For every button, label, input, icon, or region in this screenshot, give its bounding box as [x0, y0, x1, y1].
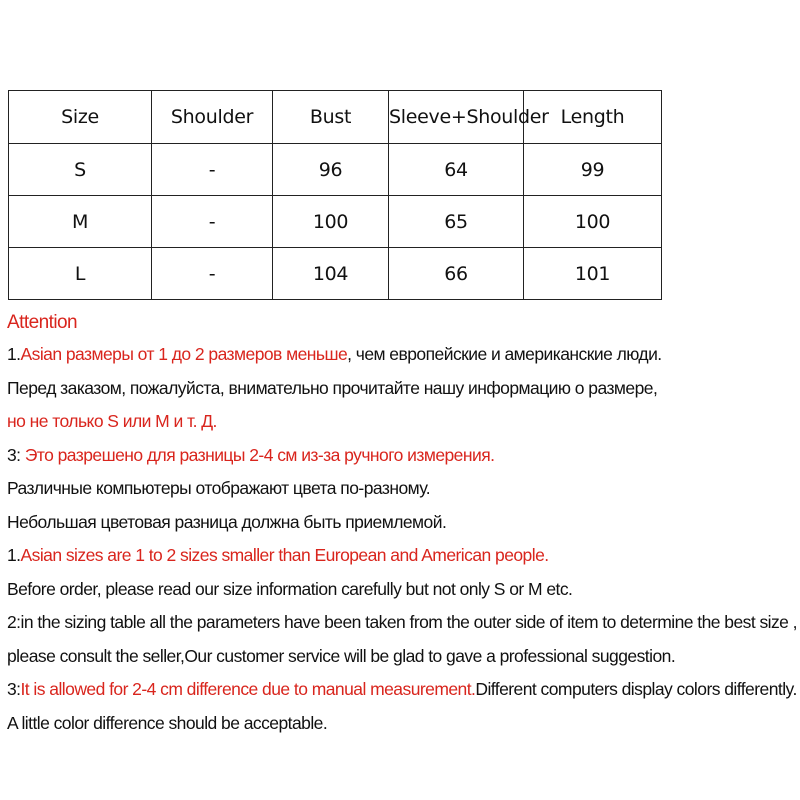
table-row: [9, 248, 662, 300]
header-size: Size: [9, 91, 152, 144]
note-en-line-2: Before order, please read our size information carefully but not only S or M etc.: [7, 578, 573, 599]
header-shoulder: Shoulder: [152, 91, 273, 144]
note-highlight: It is allowed for 2-4 cm difference due to manual measurement.: [20, 679, 476, 699]
cell-bust: 100: [273, 196, 389, 248]
note-ru-line-4: [7, 439, 797, 473]
note-en-line-3: 2:in the sizing table all the parameters have been taken from the outer side of item to determine the best size ,: [7, 612, 797, 632]
note-en-line-5: [7, 673, 797, 707]
size-chart-table: [8, 90, 662, 300]
cell-sleeve-shoulder: 65: [389, 196, 524, 248]
cell-size: S: [9, 144, 152, 196]
header-length: Length: [524, 91, 662, 144]
note-ru-line-5: Различные компьютеры отображают цвета по-разному.: [7, 478, 431, 498]
note-ru-line-3: но не только S или M и т. Д.: [7, 411, 217, 431]
cell-sleeve-shoulder: 66: [389, 248, 524, 300]
note-prefix: 1.: [7, 344, 21, 364]
cell-length: 99: [524, 144, 662, 196]
note-text: , чем европейские и американские люди.: [347, 344, 662, 364]
note-ru-line-1: [7, 338, 797, 372]
note-ru-line-6: Небольшая цветовая разница должна быть приемлемой.: [7, 511, 447, 532]
note-highlight: Это разрешено для разницы 2-4 см из-за ручного измерения.: [24, 444, 495, 465]
header-bust: Bust: [273, 91, 389, 144]
table-header-row: [9, 91, 662, 144]
cell-length: 101: [524, 248, 662, 300]
size-notes: [7, 308, 797, 740]
note-en-line-1: [7, 539, 797, 573]
cell-shoulder: -: [152, 248, 273, 300]
attention-heading: Attention: [7, 312, 78, 333]
note-prefix: 3:: [7, 444, 25, 465]
cell-shoulder: -: [152, 196, 273, 248]
cell-sleeve-shoulder: 64: [389, 144, 524, 196]
cell-size: M: [9, 196, 152, 248]
table-row: [9, 196, 662, 248]
note-highlight: Asian sizes are 1 to 2 sizes smaller than European and American people.: [20, 545, 549, 565]
cell-bust: 96: [273, 144, 389, 196]
note-ru-line-2: Перед заказом, пожалуйста, внимательно прочитайте нашу информацию о размере,: [7, 377, 658, 398]
cell-size: L: [9, 248, 152, 300]
table-row: [9, 144, 662, 196]
cell-length: 100: [524, 196, 662, 248]
note-prefix: 3:: [7, 679, 21, 699]
note-text: Different computers display colors differently.: [475, 679, 797, 699]
header-sleeve-shoulder: Sleeve+Shoulder: [389, 91, 524, 144]
note-prefix: 1.: [7, 545, 21, 565]
note-en-line-6: A little color difference should be acceptable.: [7, 712, 328, 733]
cell-bust: 104: [273, 248, 389, 300]
cell-shoulder: -: [152, 144, 273, 196]
note-highlight: Asian размеры от 1 до 2 размеров меньше: [20, 344, 348, 364]
note-en-line-4: please consult the seller,Our customer service will be glad to gave a professional suggestion.: [7, 645, 676, 666]
